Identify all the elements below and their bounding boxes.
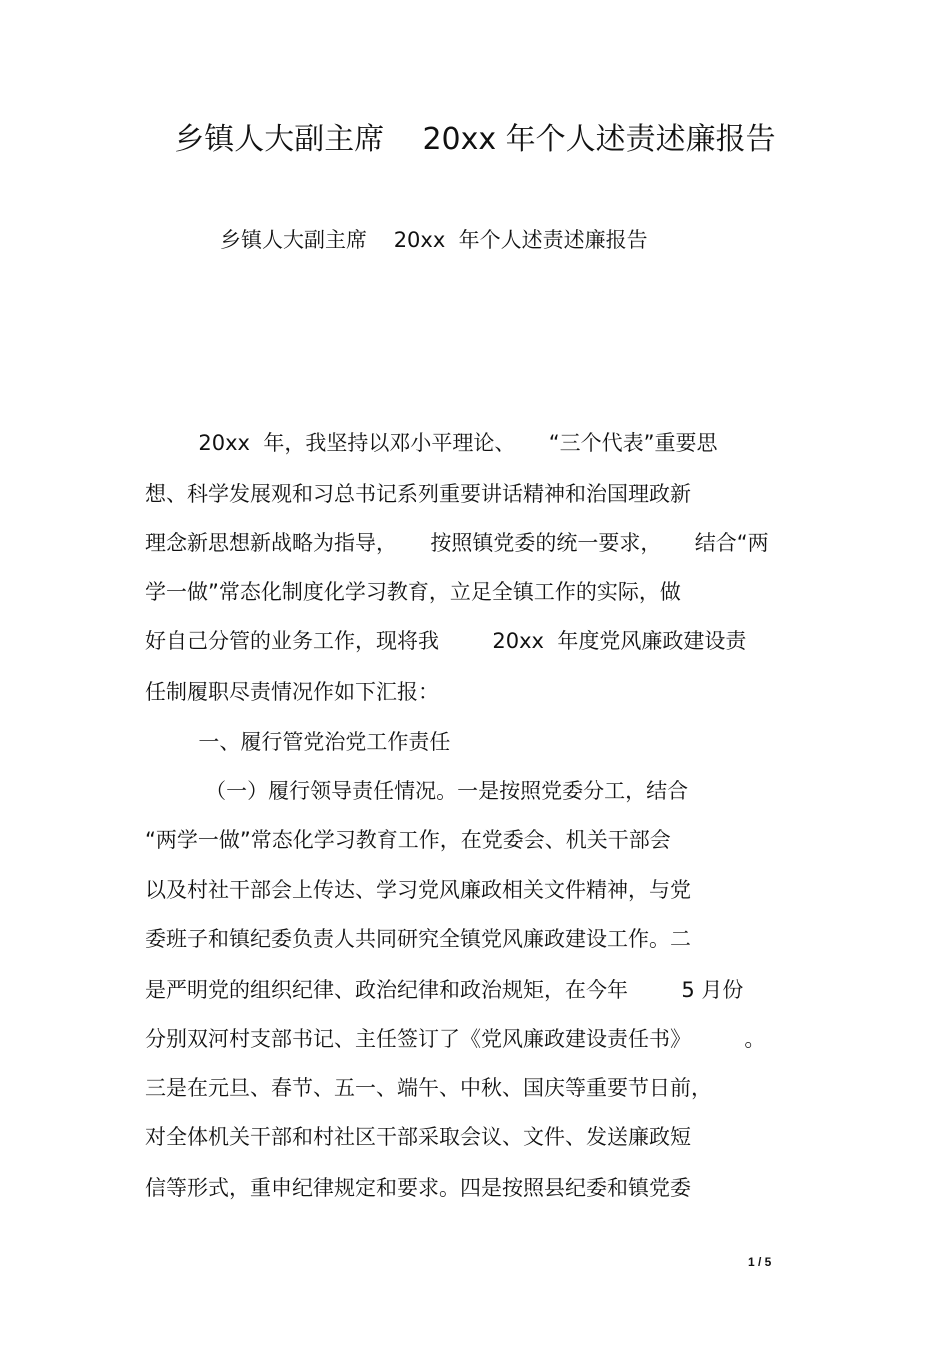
body-line: （一）履行领导责任情况。一是按照党委分工，结合 xyxy=(145,779,689,803)
body-line: 学一做”常态化制度化学习教育，立足全镇工作的实际，做 xyxy=(145,580,681,604)
body-line: “两学一做”常态化学习教育工作，在党委会、机关干部会 xyxy=(145,828,671,852)
body-line: 委班子和镇纪委负责人共同研究全镇党风廉政建设工作。二 xyxy=(145,927,691,951)
body-line: 信等形式，重申纪律规定和要求。四是按照县纪委和镇党委 xyxy=(145,1176,691,1200)
document-subtitle: 乡镇人大副主席 20xx 年个人述责述廉报告 xyxy=(220,228,648,252)
body-line: 分别双河村支部书记、主任签订了《党风廉政建设责任书》 。 xyxy=(145,1027,766,1051)
page-number: 1 / 5 xyxy=(748,1255,772,1269)
body-line: 是严明党的组织纪律、政治纪律和政治规矩，在今年 5 月份 xyxy=(145,978,744,1002)
body-line: 任制履职尽责情况作如下汇报： xyxy=(145,680,439,704)
body-line: 对全体机关干部和村社区干部采取会议、文件、发送廉政短 xyxy=(145,1125,691,1149)
body-line: 三是在元旦、春节、五一、端午、中秋、国庆等重要节日前， xyxy=(145,1076,712,1100)
body-line: 20xx 年，我坚持以邓小平理论、 “三个代表”重要思 xyxy=(145,431,718,455)
section-heading: 一、履行管党治党工作责任 xyxy=(145,730,451,754)
body-line: 好自己分管的业务工作，现将我 20xx 年度党风廉政建设责 xyxy=(145,629,747,653)
body-line: 理念新思想新战略为指导， 按照镇党委的统一要求， 结合“两 xyxy=(145,531,769,555)
body-line: 想、科学发展观和习总书记系列重要讲话精神和治国理政新 xyxy=(145,482,691,506)
document-title: 乡镇人大副主席 20xx 年个人述责述廉报告 xyxy=(174,122,776,157)
body-line: 以及村社干部会上传达、学习党风廉政相关文件精神，与党 xyxy=(145,878,691,902)
